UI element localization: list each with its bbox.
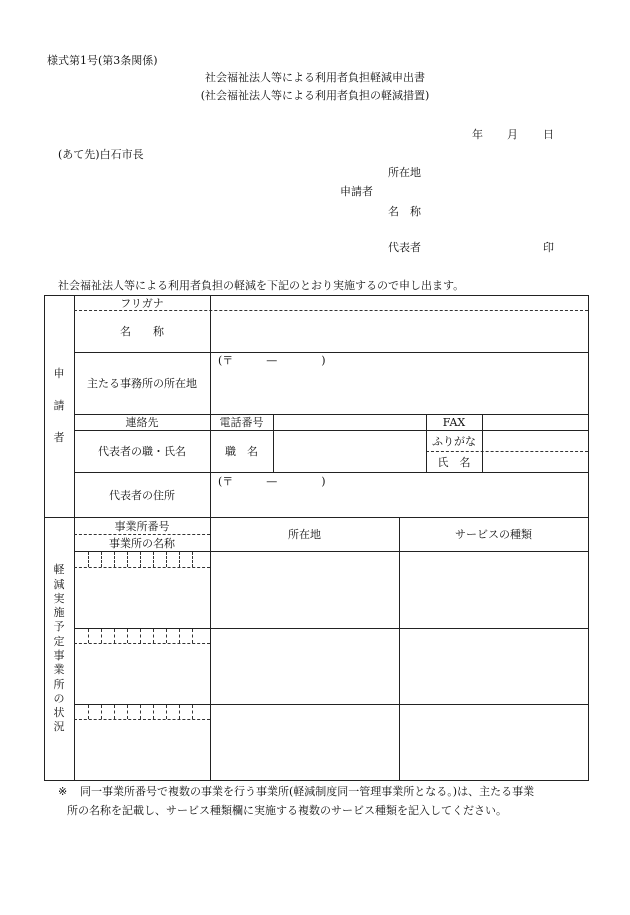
office-postal-code[interactable]: (〒 — ) (218, 354, 326, 367)
phone-field[interactable] (274, 415, 426, 430)
location-field-3[interactable] (211, 705, 399, 780)
fax-field[interactable] (483, 415, 588, 430)
office-address-label: 主たる事務所の所在地 (87, 377, 197, 390)
form-subtitle: (社会福祉法人等による利用者負担の軽減措置) (200, 89, 430, 102)
office-name-field-2[interactable] (75, 644, 210, 704)
location-field-2[interactable] (211, 629, 399, 704)
form-number: 様式第1号(第3条関係) (47, 54, 158, 67)
note-line-1: 同一事業所番号で複数の事業を行う事業所(軽減制度同一管理事業所となる。)は、主たる事業 (80, 785, 535, 798)
office-number-field-2[interactable] (75, 629, 210, 643)
facility-name-label: 名 称 (120, 325, 164, 338)
service-type-field-1[interactable] (400, 552, 588, 628)
person-name-label: 氏 名 (437, 455, 471, 469)
applicant-label: 申請者 (340, 185, 373, 198)
furigana-field[interactable] (211, 296, 588, 310)
declaration-text: 社会福祉法人等による利用者負担の軽減を下記のとおり実施するので申し出ます。 (58, 279, 465, 292)
seal-label: 印 (543, 241, 554, 254)
office-number-label: 事業所番号 (114, 519, 170, 533)
fax-label: FAX (442, 416, 466, 429)
applicant-section-side-label: 申請者 (53, 367, 65, 444)
facility-section-side-label: 軽減実施予定事業所の状況 (53, 563, 65, 734)
representative-title-name-label: 代表者の職・氏名 (98, 445, 186, 458)
office-name-field-3[interactable] (75, 720, 210, 780)
service-type-field-3[interactable] (400, 705, 588, 780)
applicant-name-label: 名 称 (388, 205, 421, 218)
representative-postal-code[interactable]: (〒 — ) (218, 475, 326, 488)
location-field-1[interactable] (211, 552, 399, 628)
office-name-field-1[interactable] (75, 568, 210, 628)
job-title-label: 職 名 (225, 445, 258, 458)
service-type-header: サービスの種類 (455, 528, 532, 541)
representative-address-label: 代表者の住所 (109, 488, 175, 502)
applicant-address-label: 所在地 (388, 166, 421, 179)
date-year-label: 年 (472, 128, 483, 141)
name-furigana-label: ふりがな (432, 434, 476, 448)
note-line-2: 所の名称を記載し、サービス種類欄に実施する複数のサービス種類を記入してください。 (67, 804, 507, 817)
contact-label: 連絡先 (125, 416, 159, 429)
phone-label: 電話番号 (219, 416, 264, 429)
form-title: 社会福祉法人等による利用者負担軽減申出書 (205, 71, 425, 84)
furigana-label: フリガナ (120, 296, 164, 310)
facility-name-field[interactable] (211, 311, 588, 352)
office-number-field-3[interactable] (75, 705, 210, 719)
office-name-label: 事業所の名称 (109, 536, 175, 550)
representative-label: 代表者 (388, 241, 421, 254)
service-type-field-2[interactable] (400, 629, 588, 704)
addressee: (あて先)白石市長 (58, 148, 144, 161)
office-number-field-1[interactable] (75, 552, 210, 567)
note-mark: ※ (58, 785, 68, 798)
job-title-field[interactable] (274, 431, 426, 472)
name-furigana-field[interactable] (483, 431, 588, 451)
date-day-label: 日 (543, 128, 554, 141)
date-month-label: 月 (507, 128, 518, 141)
location-header: 所在地 (288, 528, 321, 541)
person-name-field[interactable] (483, 452, 588, 472)
